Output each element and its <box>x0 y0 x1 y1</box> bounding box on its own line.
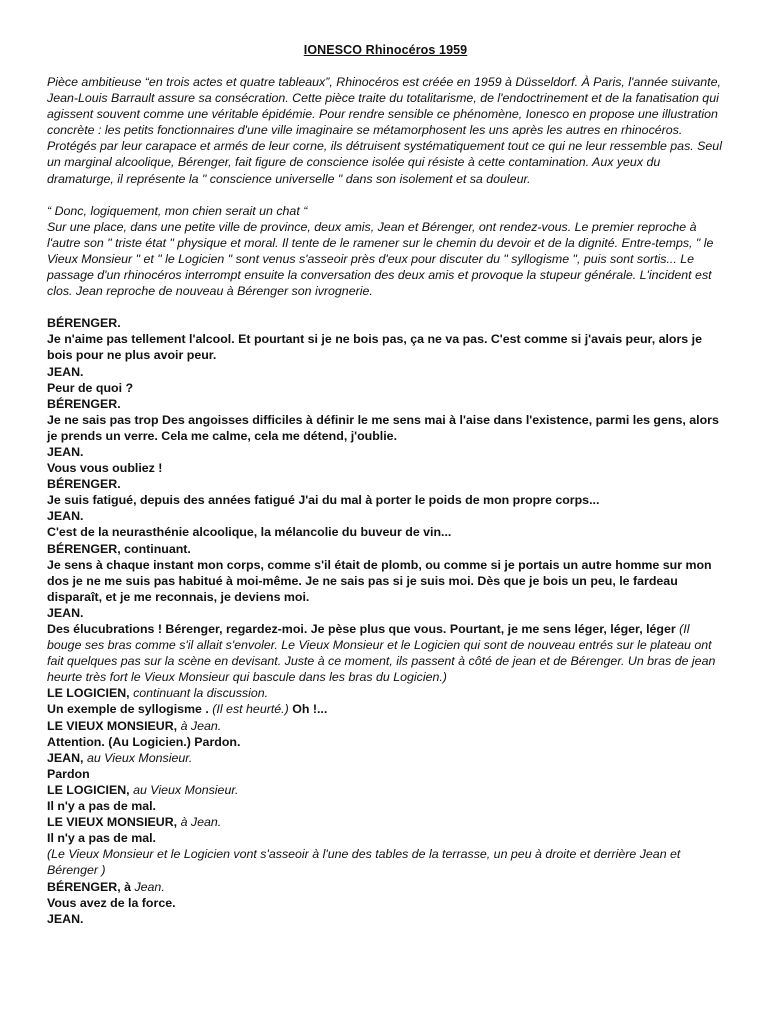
stage-direction: à Jean. <box>180 718 222 733</box>
stage-direction: (Il bouge ses bras comme s'il allait s'envoler. Le Vieux Monsieur et le Logicien qui sont de nouveau entrés sur le plateau ont fait quelques pas sur la scène en devisant. Juste à ce moment, ils passent à côté de jean et de Bérenger. Un bras de jean heurte très fort le Vieux Monsieur qui bascule dans les bras du Logicien.) <box>47 622 716 685</box>
speaker <box>47 685 724 701</box>
speaker: BÉRENGER. <box>47 396 121 411</box>
speaker-name: BÉRENGER, à <box>47 879 131 894</box>
intro-paragraph: Pièce ambitieuse “en trois actes et quatre tableaux”, Rhinocéros est créée en 1959 à Düsseldorf. À Paris, l'année suivante, Jean-Louis Barrault assure sa consécration. Cette pièce traite du totalitarisme, de l'endoctrinement et de la fanatisation qui agissent souvent comme une véritable épidémie. Pour rendre sensible ce phénomène, Ionesco en propose une illustration concrète : les petits fonctionnaires d'une ville imaginaire se métamorphosent les uns après les autres en rhinocéros. Protégés par leur carapace et armés de leur corne, ils détruisent systématiquement tout ce qui ne leur ressemble pas. Seul un marginal alcoolique, Bérenger, fait figure de conscience isolée qui résiste à cette contamination. Aux yeux du dramaturge, il représente la " conscience universelle " dans son isolement et sa douleur. <box>47 75 722 186</box>
speaker: BÉRENGER. <box>47 316 121 331</box>
dialogue-line <box>47 621 724 685</box>
speaker-name: LE LOGICIEN, <box>47 686 130 701</box>
speaker <box>47 782 724 798</box>
speaker-name: LE LOGICIEN, <box>47 782 130 797</box>
speaker: JEAN. <box>47 444 84 459</box>
dialogue-line <box>47 701 724 717</box>
dialogue <box>47 315 724 927</box>
speaker: BÉRENGER, continuant. <box>47 541 191 556</box>
speaker <box>47 814 724 830</box>
stage-direction: Jean. <box>134 879 165 894</box>
speaker: JEAN. <box>47 605 84 620</box>
stage-direction: (Le Vieux Monsieur et le Logicien vont s'asseoir à l'une des tables de la terrasse, un peu à droite et derrière Jean et Bérenger ) <box>47 847 681 878</box>
speaker: JEAN. <box>47 911 84 926</box>
speaker: JEAN. <box>47 509 84 524</box>
speaker-name: JEAN, <box>47 750 84 765</box>
dialogue-line: Vous avez de la force. <box>47 895 176 910</box>
dialogue-line: Il n'y a pas de mal. <box>47 831 156 846</box>
dialogue-line: Il n'y a pas de mal. <box>47 799 156 814</box>
dialogue-line: Je suis fatigué, depuis des années fatigué J'ai du mal à porter le poids de mon propre corps... <box>47 493 600 508</box>
page-title: IONESCO Rhinocéros 1959 <box>303 43 468 57</box>
intro-summary: Sur une place, dans une petite ville de province, deux amis, Jean et Bérenger, ont rendez-vous. Le premier reproche à l'autre son " triste état " physique et moral. Il tente de le ramener sur le chemin du devoir et de la dignité. Entre-temps, " le Vieux Monsieur " et " le Logicien " sont venus s'asseoir près d'eux pour discuter du " syllogisme ", puis sont sortis... Le passage d'un rhinocéros interrompt ensuite la conversation des deux amis et provoque la stupeur générale. L'incident est clos. Jean reproche de nouveau à Bérenger son ivrognerie. <box>47 219 714 299</box>
introduction <box>47 74 724 299</box>
stage-direction: au Vieux Monsieur. <box>133 782 239 797</box>
speaker: JEAN. <box>47 364 84 379</box>
dialogue-line: C'est de la neurasthénie alcoolique, la mélancolie du buveur de vin... <box>47 525 452 540</box>
speaker <box>47 750 724 766</box>
dialogue-line: Vous vous oubliez ! <box>47 461 163 476</box>
dialogue-line: Pardon <box>47 766 90 781</box>
speaker <box>47 879 724 895</box>
dialogue-line: Attention. (Au Logicien.) Pardon. <box>47 734 241 749</box>
dialogue-line: Je sens à chaque instant mon corps, comme s'il était de plomb, ou comme si je portais un autre homme sur mon dos je ne me suis pas habitué à moi-même. Je ne sais pas si je suis moi. Dès que je bois un peu, le fardeau disparaît, et je me reconnais, je deviens moi. <box>47 557 712 604</box>
speaker: BÉRENGER. <box>47 477 121 492</box>
speaker <box>47 718 724 734</box>
dialogue-line: Je ne sais pas trop Des angoisses difficiles à définir le me sens mai à l'aise dans l'existence, parmi les gens, alors je prends un verre. Cela me calme, cela me détend, j'oublie. <box>47 412 719 443</box>
speaker-name: LE VIEUX MONSIEUR, <box>47 718 178 733</box>
speaker-name: LE VIEUX MONSIEUR, <box>47 815 178 830</box>
dialogue-line: Je n'aime pas tellement l'alcool. Et pourtant si je ne bois pas, ça ne va pas. C'est comme si j'avais peur, alors je bois pour ne plus avoir peur. <box>47 332 702 363</box>
line-text: Oh !... <box>292 702 328 717</box>
dialogue-line: Peur de quoi ? <box>47 380 134 395</box>
line-text: Des élucubrations ! Bérenger, regardez-moi. Je pèse plus que vous. Pourtant, je me sens léger, léger, léger <box>47 622 676 636</box>
stage-direction: continuant la discussion. <box>133 686 269 701</box>
stage-direction: au Vieux Monsieur. <box>86 750 193 765</box>
intro-quote: “ Donc, logiquement, mon chien serait un chat “ <box>47 203 308 218</box>
line-text: Un exemple de syllogisme . <box>47 702 209 717</box>
stage-direction: (Il est heurté.) <box>212 702 289 717</box>
stage-direction: à Jean. <box>180 815 222 830</box>
